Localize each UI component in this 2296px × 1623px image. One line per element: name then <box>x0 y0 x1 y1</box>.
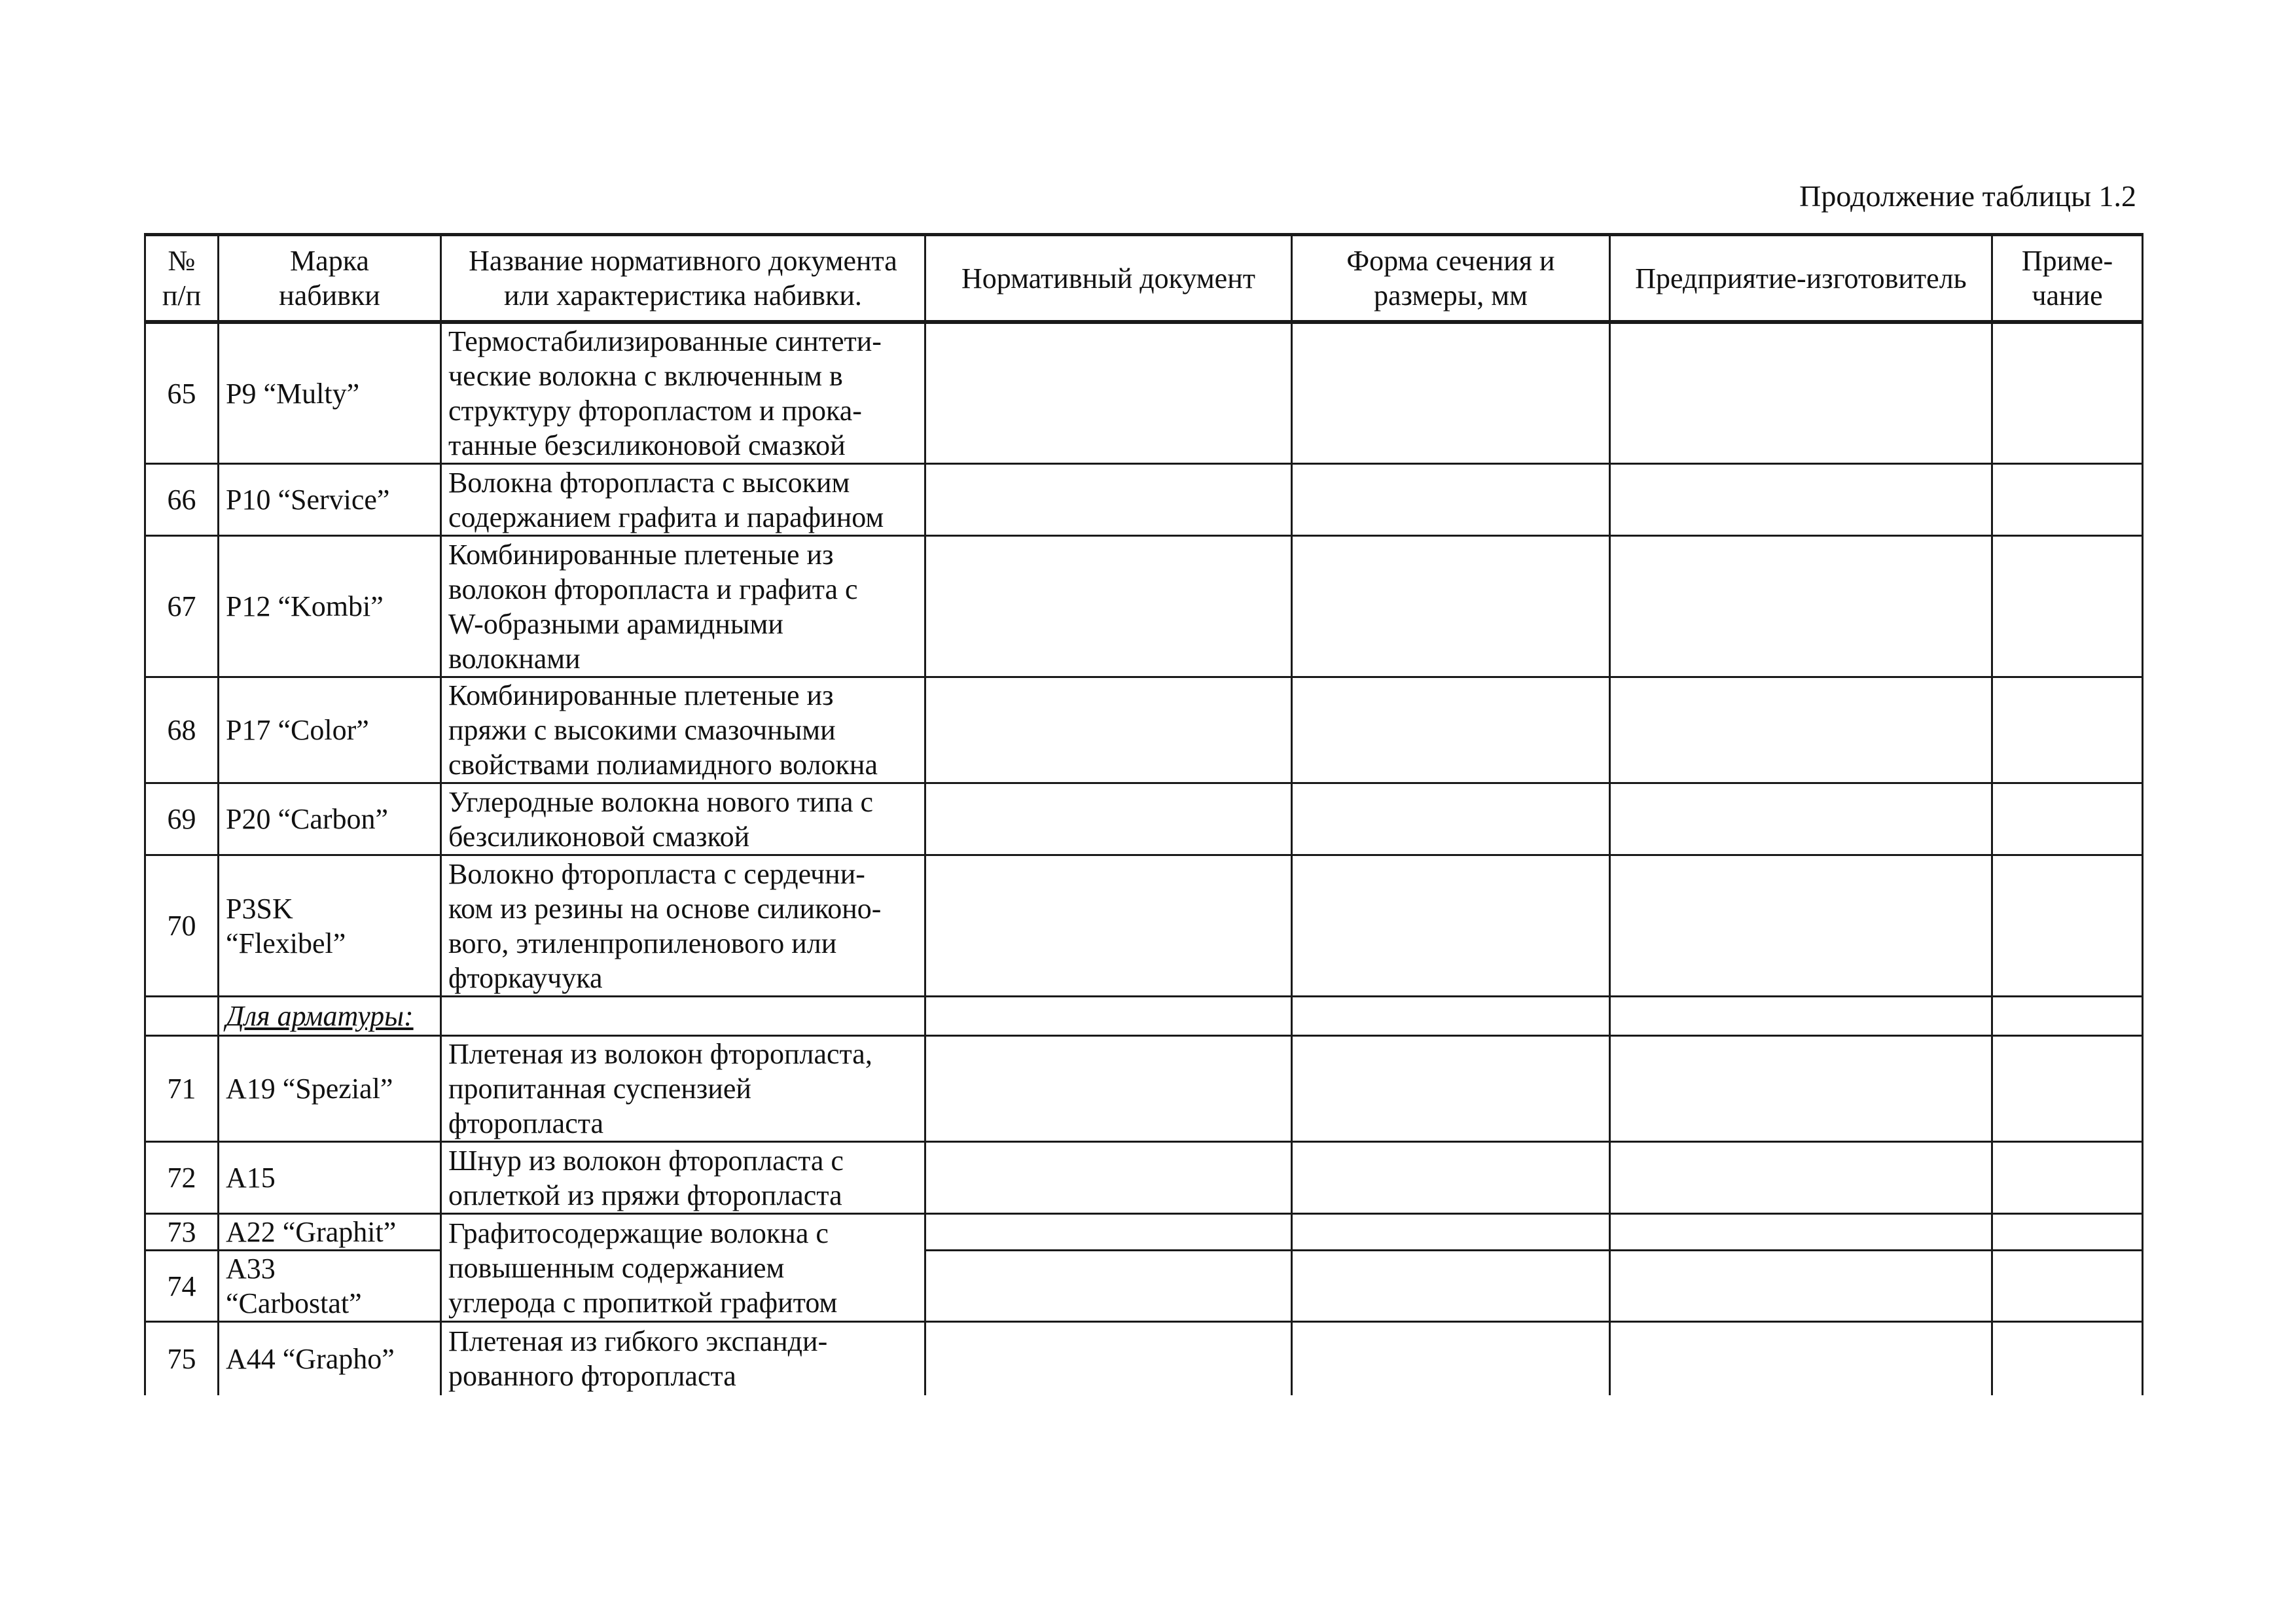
row-number: 72 <box>145 1142 219 1214</box>
row-description-shared: Графитосодержащие волокна с повышенным содержанием углерода с пропиткой графитом <box>441 1214 925 1322</box>
empty-cell <box>1610 997 1992 1036</box>
empty-cell <box>1610 1322 1992 1395</box>
empty-cell <box>1292 1322 1610 1395</box>
empty-cell <box>1292 783 1610 855</box>
row-description: Плетеная из гибкого экспанди- рованного фторопласта <box>441 1322 925 1395</box>
header-name: Название нормативного документа или характеристика набивки. <box>441 235 925 323</box>
empty-cell <box>1610 1251 1992 1322</box>
row-number: 73 <box>145 1214 219 1251</box>
empty-cell <box>925 1142 1292 1214</box>
empty-cell <box>1992 322 2143 464</box>
header-number: № п/п <box>145 235 219 323</box>
header-row <box>145 235 2143 323</box>
empty-cell <box>925 536 1292 677</box>
row-mark: A44 “Grapho” <box>219 1322 441 1395</box>
table-row <box>145 1036 2143 1142</box>
empty-cell <box>1292 1251 1610 1322</box>
row-mark: A19 “Spezial” <box>219 1036 441 1142</box>
empty-cell <box>1610 855 1992 997</box>
empty-cell <box>1292 997 1610 1036</box>
empty-cell <box>1992 1036 2143 1142</box>
row-number: 68 <box>145 677 219 783</box>
row-mark: A33 “Carbostat” <box>219 1251 441 1322</box>
empty-cell <box>1292 855 1610 997</box>
empty-cell <box>1992 1142 2143 1214</box>
empty-cell <box>1992 1251 2143 1322</box>
empty-cell <box>1992 997 2143 1036</box>
row-description: Термостабилизированные синтети- ческие волокна с включенным в структуру фторопластом и прока- танные безсиликоновой смазкой <box>441 322 925 464</box>
empty-cell <box>1292 464 1610 536</box>
table-row <box>145 1214 2143 1251</box>
empty-cell <box>1992 855 2143 997</box>
row-description: Волокно фторопласта с сердечни- ком из резины на основе силиконо- вого, этиленпропиленового или фторкаучука <box>441 855 925 997</box>
empty-cell <box>1292 322 1610 464</box>
empty-cell <box>1992 1322 2143 1395</box>
row-description: Плетеная из волокон фторопласта, пропитанная суспензией фторопласта <box>441 1036 925 1142</box>
table-caption: Продолжение таблицы 1.2 <box>1799 179 2136 213</box>
empty-cell <box>925 855 1292 997</box>
empty-cell <box>925 322 1292 464</box>
empty-cell <box>925 1251 1292 1322</box>
row-number: 70 <box>145 855 219 997</box>
row-mark: P3SK “Flexibel” <box>219 855 441 997</box>
row-description: Комбинированные плетеные из волокон фторопласта и графита с W-образными арамидными волокнами <box>441 536 925 677</box>
empty-cell <box>1992 536 2143 677</box>
empty-cell <box>1610 1142 1992 1214</box>
header-manufacturer: Предприятие-изготовитель <box>1610 235 1992 323</box>
row-mark: A15 <box>219 1142 441 1214</box>
empty-cell <box>1992 677 2143 783</box>
row-number: 75 <box>145 1322 219 1395</box>
empty-cell <box>1610 536 1992 677</box>
table-row <box>145 322 2143 464</box>
table-row <box>145 677 2143 783</box>
header-note: Приме- чание <box>1992 235 2143 323</box>
row-mark: P10 “Service” <box>219 464 441 536</box>
empty-cell <box>925 1214 1292 1251</box>
empty-cell <box>1610 322 1992 464</box>
row-description: Комбинированные плетеные из пряжи с высокими смазочными свойствами полиамидного волокна <box>441 677 925 783</box>
row-mark: P17 “Color” <box>219 677 441 783</box>
empty-cell <box>1610 677 1992 783</box>
row-number: 67 <box>145 536 219 677</box>
row-description: Шнур из волокон фторопласта с оплеткой из пряжи фторопласта <box>441 1142 925 1214</box>
empty-cell <box>1610 783 1992 855</box>
empty-cell <box>441 997 925 1036</box>
section-label: Для арматуры: <box>219 997 441 1036</box>
table-row <box>145 1142 2143 1214</box>
packing-table <box>144 233 2144 1395</box>
header-mark: Марка набивки <box>219 235 441 323</box>
table-row <box>145 536 2143 677</box>
row-mark: P9 “Multy” <box>219 322 441 464</box>
header-normative-document: Нормативный документ <box>925 235 1292 323</box>
empty-cell <box>925 997 1292 1036</box>
row-mark: P20 “Carbon” <box>219 783 441 855</box>
row-mark: A22 “Graphit” <box>219 1214 441 1251</box>
row-number: 65 <box>145 322 219 464</box>
empty-cell <box>925 783 1292 855</box>
empty-cell <box>925 1036 1292 1142</box>
empty-cell <box>1610 464 1992 536</box>
empty-cell <box>1292 677 1610 783</box>
empty-cell <box>1992 464 2143 536</box>
row-number: 66 <box>145 464 219 536</box>
row-number: 69 <box>145 783 219 855</box>
empty-cell <box>925 464 1292 536</box>
empty-cell <box>1292 1036 1610 1142</box>
empty-cell <box>1610 1214 1992 1251</box>
section-row <box>145 997 2143 1036</box>
table-row <box>145 855 2143 997</box>
table-row <box>145 783 2143 855</box>
empty-cell <box>1992 783 2143 855</box>
row-description: Углеродные волокна нового типа с безсиликоновой смазкой <box>441 783 925 855</box>
row-mark: P12 “Kombi” <box>219 536 441 677</box>
row-description: Волокна фторопласта с высоким содержанием графита и парафином <box>441 464 925 536</box>
empty-cell <box>1292 1142 1610 1214</box>
empty-cell <box>1292 536 1610 677</box>
table-row <box>145 464 2143 536</box>
empty-cell <box>925 1322 1292 1395</box>
table-row <box>145 1322 2143 1395</box>
empty-cell <box>145 997 219 1036</box>
empty-cell <box>1292 1214 1610 1251</box>
row-number: 74 <box>145 1251 219 1322</box>
empty-cell <box>925 677 1292 783</box>
empty-cell <box>1992 1214 2143 1251</box>
header-section-shape: Форма сечения и размеры, мм <box>1292 235 1610 323</box>
empty-cell <box>1610 1036 1992 1142</box>
row-number: 71 <box>145 1036 219 1142</box>
